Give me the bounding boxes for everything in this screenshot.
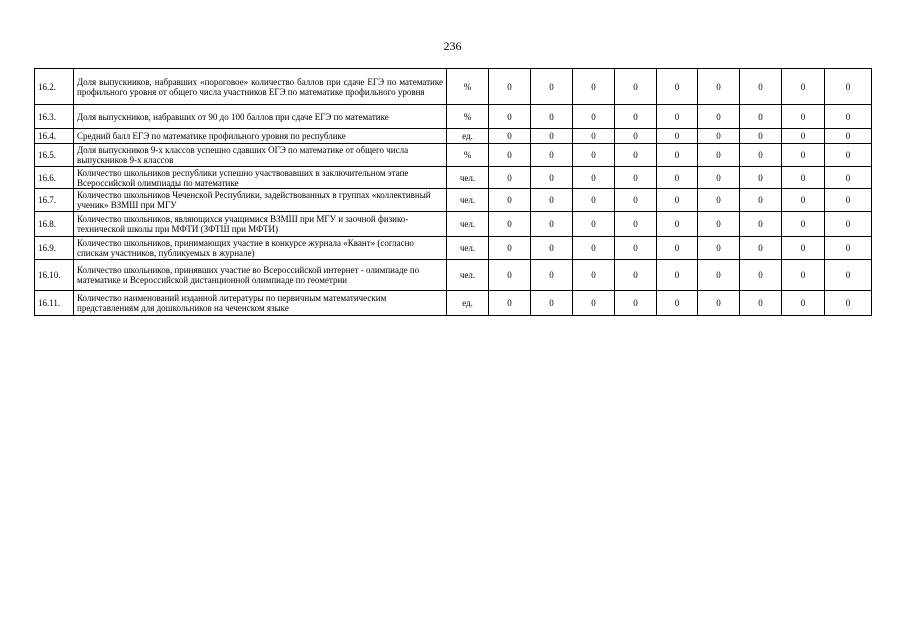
row-number: 16.6. [35,167,74,189]
value-cell: 0 [740,189,782,212]
value-cell: 0 [740,69,782,105]
value-cell: 0 [489,129,531,144]
value-cell: 0 [489,260,531,291]
value-cell: 0 [825,167,872,189]
value-cell: 0 [657,189,698,212]
value-cell: 0 [489,212,531,237]
indicator-description: Количество школьников, принимающих участие в конкурсе журнала «Квант» (согласно спискам участников, публикуемых в журнале) [74,237,447,260]
value-cell: 0 [615,69,657,105]
value-cell: 0 [573,237,615,260]
value-cell: 0 [531,167,573,189]
unit-cell: чел. [447,167,489,189]
value-cell: 0 [825,237,872,260]
value-cell: 0 [698,189,740,212]
value-cell: 0 [740,237,782,260]
value-cell: 0 [615,291,657,316]
value-cell: 0 [740,129,782,144]
value-cell: 0 [825,105,872,129]
value-cell: 0 [740,105,782,129]
indicator-description: Количество школьников Чеченской Республики, задействованных в группах «коллективный ученик» ВЗМШ при МГУ [74,189,447,212]
value-cell: 0 [489,189,531,212]
value-cell: 0 [615,105,657,129]
value-cell: 0 [698,260,740,291]
table-row [35,69,872,105]
value-cell: 0 [657,167,698,189]
row-number: 16.5. [35,144,74,167]
value-cell: 0 [615,237,657,260]
value-cell: 0 [740,260,782,291]
value-cell: 0 [573,105,615,129]
value-cell: 0 [782,260,825,291]
value-cell: 0 [573,69,615,105]
value-cell: 0 [531,69,573,105]
value-cell: 0 [698,167,740,189]
value-cell: 0 [573,189,615,212]
indicator-description: Количество школьников, являющихся учащимися ВЗМШ при МГУ и заочной физико-технической школы при МФТИ (ЗФТШ при МФТИ) [74,212,447,237]
indicator-description: Средний балл ЕГЭ по математике профильного уровня по республике [74,129,447,144]
indicators-table [34,68,872,316]
row-number: 16.2. [35,69,74,105]
indicator-description: Доля выпускников, набравших «пороговое» количество баллов при сдаче ЕГЭ по математике профильного уровня от общего числа участников ЕГЭ по математике профильного уровня [74,69,447,105]
value-cell: 0 [825,260,872,291]
value-cell: 0 [657,212,698,237]
value-cell: 0 [489,237,531,260]
value-cell: 0 [615,144,657,167]
row-number: 16.7. [35,189,74,212]
value-cell: 0 [698,129,740,144]
row-number: 16.8. [35,212,74,237]
value-cell: 0 [698,144,740,167]
value-cell: 0 [825,144,872,167]
value-cell: 0 [782,237,825,260]
value-cell: 0 [782,167,825,189]
value-cell: 0 [531,129,573,144]
value-cell: 0 [615,167,657,189]
value-cell: 0 [782,189,825,212]
indicator-description: Доля выпускников 9-х классов успешно сдавших ОГЭ по математике от общего числа выпускников 9-х классов [74,144,447,167]
table-row [35,105,872,129]
value-cell: 0 [740,144,782,167]
value-cell: 0 [531,105,573,129]
value-cell: 0 [740,167,782,189]
value-cell: 0 [782,69,825,105]
table-row [35,144,872,167]
value-cell: 0 [825,212,872,237]
value-cell: 0 [657,144,698,167]
value-cell: 0 [489,144,531,167]
value-cell: 0 [531,189,573,212]
value-cell: 0 [615,212,657,237]
value-cell: 0 [698,105,740,129]
table-row [35,291,872,316]
value-cell: 0 [740,291,782,316]
value-cell: 0 [657,237,698,260]
value-cell: 0 [531,212,573,237]
table-row [35,189,872,212]
unit-cell: чел. [447,189,489,212]
value-cell: 0 [698,69,740,105]
value-cell: 0 [657,129,698,144]
value-cell: 0 [573,167,615,189]
row-number: 16.3. [35,105,74,129]
value-cell: 0 [698,237,740,260]
indicator-description: Доля выпускников, набравших от 90 до 100 баллов при сдаче ЕГЭ по математике [74,105,447,129]
value-cell: 0 [782,105,825,129]
value-cell: 0 [657,291,698,316]
table-row [35,237,872,260]
value-cell: 0 [489,291,531,316]
value-cell: 0 [825,291,872,316]
indicator-description: Количество наименований изданной литературы по первичным математическим представлениям для дошкольников на чеченском языке [74,291,447,316]
unit-cell: чел. [447,260,489,291]
row-number: 16.11. [35,291,74,316]
unit-cell: ед. [447,129,489,144]
value-cell: 0 [531,260,573,291]
value-cell: 0 [573,144,615,167]
row-number: 16.4. [35,129,74,144]
row-number: 16.10. [35,260,74,291]
page-number: 236 [443,39,462,53]
value-cell: 0 [489,69,531,105]
value-cell: 0 [825,189,872,212]
value-cell: 0 [615,129,657,144]
table-row [35,260,872,291]
row-number: 16.9. [35,237,74,260]
value-cell: 0 [489,167,531,189]
table-row [35,167,872,189]
unit-cell: ед. [447,291,489,316]
indicator-description: Количество школьников, принявших участие во Всероссийской интернет - олимпиаде по математике и Всероссийской дистанционной олимпиаде по геометрии [74,260,447,291]
value-cell: 0 [782,129,825,144]
value-cell: 0 [531,144,573,167]
unit-cell: % [447,69,489,105]
value-cell: 0 [782,291,825,316]
value-cell: 0 [573,291,615,316]
value-cell: 0 [573,212,615,237]
table-row [35,212,872,237]
value-cell: 0 [740,212,782,237]
value-cell: 0 [573,129,615,144]
table-row [35,129,872,144]
value-cell: 0 [531,237,573,260]
value-cell: 0 [657,105,698,129]
value-cell: 0 [825,69,872,105]
unit-cell: чел. [447,212,489,237]
value-cell: 0 [782,212,825,237]
unit-cell: % [447,144,489,167]
value-cell: 0 [782,144,825,167]
value-cell: 0 [698,212,740,237]
indicator-description: Количество школьников республики успешно участвовавших в заключительном этапе Всероссийской олимпиады по математике [74,167,447,189]
value-cell: 0 [615,260,657,291]
value-cell: 0 [531,291,573,316]
value-cell: 0 [657,69,698,105]
value-cell: 0 [615,189,657,212]
value-cell: 0 [489,105,531,129]
unit-cell: % [447,105,489,129]
value-cell: 0 [657,260,698,291]
unit-cell: чел. [447,237,489,260]
value-cell: 0 [825,129,872,144]
value-cell: 0 [698,291,740,316]
value-cell: 0 [573,260,615,291]
